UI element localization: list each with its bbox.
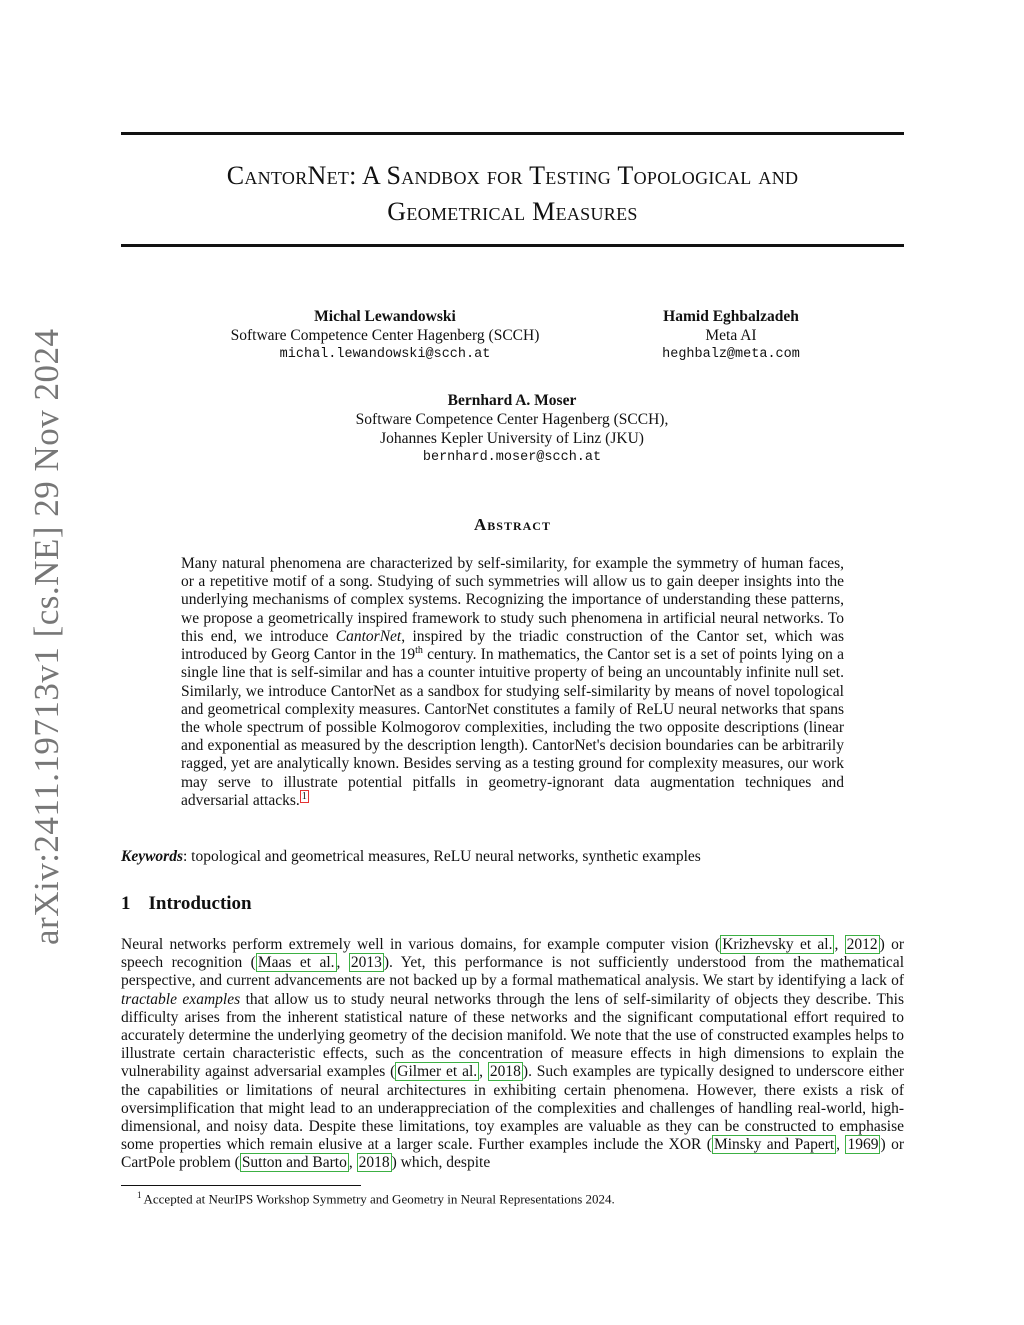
title-rule-bottom: [121, 244, 904, 247]
footnote: [121, 1191, 904, 1207]
author-name: Hamid Eghbalzadeh: [663, 308, 799, 325]
footnote-rule: [121, 1185, 361, 1186]
citation-link[interactable]: 2012: [846, 936, 878, 953]
footnote-number: 1: [137, 1190, 142, 1200]
intro-text: ) or CartPole problem (: [121, 1136, 904, 1172]
paper-title: [121, 158, 904, 230]
author-email[interactable]: michal.lewandowski@scch.at: [279, 347, 491, 362]
author-block: [620, 307, 842, 364]
superscript: th: [415, 645, 423, 657]
keywords: [121, 847, 904, 866]
author-name: Michal Lewandowski: [314, 308, 456, 325]
title-rule-top: [121, 132, 904, 135]
keywords-text: : topological and geometrical measures, ReLU neural networks, synthetic examples: [183, 848, 701, 865]
title-line-1: CantorNet: A Sandbox for Testing Topological and: [226, 161, 799, 190]
intro-text: Neural networks perform extremely well in various domains, for example computer vision (: [121, 936, 721, 953]
footnote-link[interactable]: 1: [301, 790, 307, 802]
abstract-text: , inspired by the triadic construction of the Cantor set, which was introduced by Georg Cantor in the 19: [181, 627, 844, 664]
section-heading: [121, 893, 252, 915]
intro-text: ,: [479, 1063, 488, 1081]
intro-paragraph: [121, 936, 904, 1173]
citation-link[interactable]: Krizhevsky et al.: [722, 936, 833, 953]
author-block: [200, 307, 570, 364]
citation-link[interactable]: Minsky and Papert: [713, 1136, 835, 1154]
author-affiliation: Johannes Kepler University of Linz (JKU): [380, 430, 644, 447]
section-title: Introduction: [148, 893, 252, 914]
intro-text: ) or speech recognition (: [121, 936, 905, 972]
arxiv-stamp: arXiv:2411.19713v1 [cs.NE] 29 Nov 2024: [27, 328, 66, 945]
abstract-heading: Abstract: [474, 515, 551, 534]
author-affiliation: Software Competence Center Hagenberg (SCCH): [230, 327, 540, 344]
citation-link[interactable]: 1969: [847, 1136, 879, 1154]
intro-text: ). Yet, this performance is not sufficiently understood from the mathematical perspective, and current advancements are not backed up by a formal mathematical analysis. We start by identifying a lack of: [121, 954, 904, 990]
citation-link[interactable]: Maas et al.: [257, 954, 335, 972]
author-name: Bernhard A. Moser: [447, 392, 577, 409]
author-block: [300, 391, 724, 467]
citation-link[interactable]: Gilmer et al.: [397, 1063, 478, 1081]
author-affiliation: Software Competence Center Hagenberg (SCCH),: [355, 411, 669, 428]
intro-text: ,: [348, 1154, 357, 1172]
abstract-text: Many natural phenomena are characterized by self-similarity, for example the symmetry of human faces, or a repetitive motif of a song. Studying of such symmetries will allow us to gain deeper insights into the underlying mechanisms of complex systems. Recognizing the importance of understanding these patterns, we propose a geometrically inspired framework to study such phenomena in artificial neural networks. To this end, we introduce: [181, 555, 844, 645]
intro-text: ). Such examples are typically designed to underscore either the capabilities or limitations of neural architectures in exhibiting certain phenomena. However, there exists a risk of oversimplification that might lead to an underappreciation of the complexities and challenges of handling real-world, high-dimensional, and noisy data. Despite these limitations, toy examples are valuable as they can be constructed to emphasise some properties which remain elusive at a larger scale. Further examples include the XOR (: [121, 1063, 904, 1154]
abstract-body: [181, 555, 844, 810]
citation-link[interactable]: 2018: [489, 1063, 521, 1081]
intro-text: ) which, despite: [391, 1154, 491, 1172]
citation-link[interactable]: 2013: [350, 954, 382, 972]
author-email[interactable]: heghbalz@meta.com: [662, 347, 800, 362]
citation-link[interactable]: 2018: [358, 1154, 390, 1172]
intro-text: ,: [836, 1136, 846, 1154]
abstract-text: century. In mathematics, the Cantor set is a set of points lying on a single line that is self-similar and has a counter intuitive property of being an uncountably infinite null set. Similarly, we introduce CantorNet as a sandbox for studying self-similarity by means of novel topological and geometrical complexity measures. CantorNet constitutes a family of ReLU neural networks that spans the whole spectrum of possible Kolmogorov complexities, including the two opposite descriptions (linear and exponential as measured by the description length). CantorNet's decision boundaries can be arbitrarily ragged, yet are analytically known. Besides serving as a testing ground for complexity measures, our work may serve to illustrate potential pitfalls in geometry-ignorant data augmentation techniques and adversarial attacks.: [181, 646, 844, 809]
citation-link[interactable]: Sutton and Barto: [241, 1154, 347, 1172]
section-number: 1: [121, 893, 131, 914]
title-line-2: Geometrical Measures: [387, 197, 638, 226]
intro-text: that allow us to study neural networks through the lens of self-similarity of objects they describe. This difficulty arises from the inherent statistical nature of these networks and the significant computational effort required to accurately determine the underlying geometry of the decision manifold. We note that the use of constructed examples helps to illustrate certain characteristic effects, such as the concentration of measure effects in high dimensions to explain the vulnerability against adversarial examples (: [121, 990, 904, 1081]
keywords-label: Keywords: [121, 848, 183, 865]
abstract-emphasis: CantorNet: [335, 627, 402, 645]
author-email[interactable]: bernhard.moser@scch.at: [422, 450, 602, 465]
author-affiliation: Meta AI: [705, 327, 757, 344]
intro-emphasis: tractable examples: [121, 990, 241, 1008]
intro-text: ,: [336, 954, 349, 972]
intro-text: ,: [834, 936, 845, 953]
footnote-text: Accepted at NeurIPS Workshop Symmetry and Geometry in Neural Representations 2024.: [143, 1191, 615, 1207]
